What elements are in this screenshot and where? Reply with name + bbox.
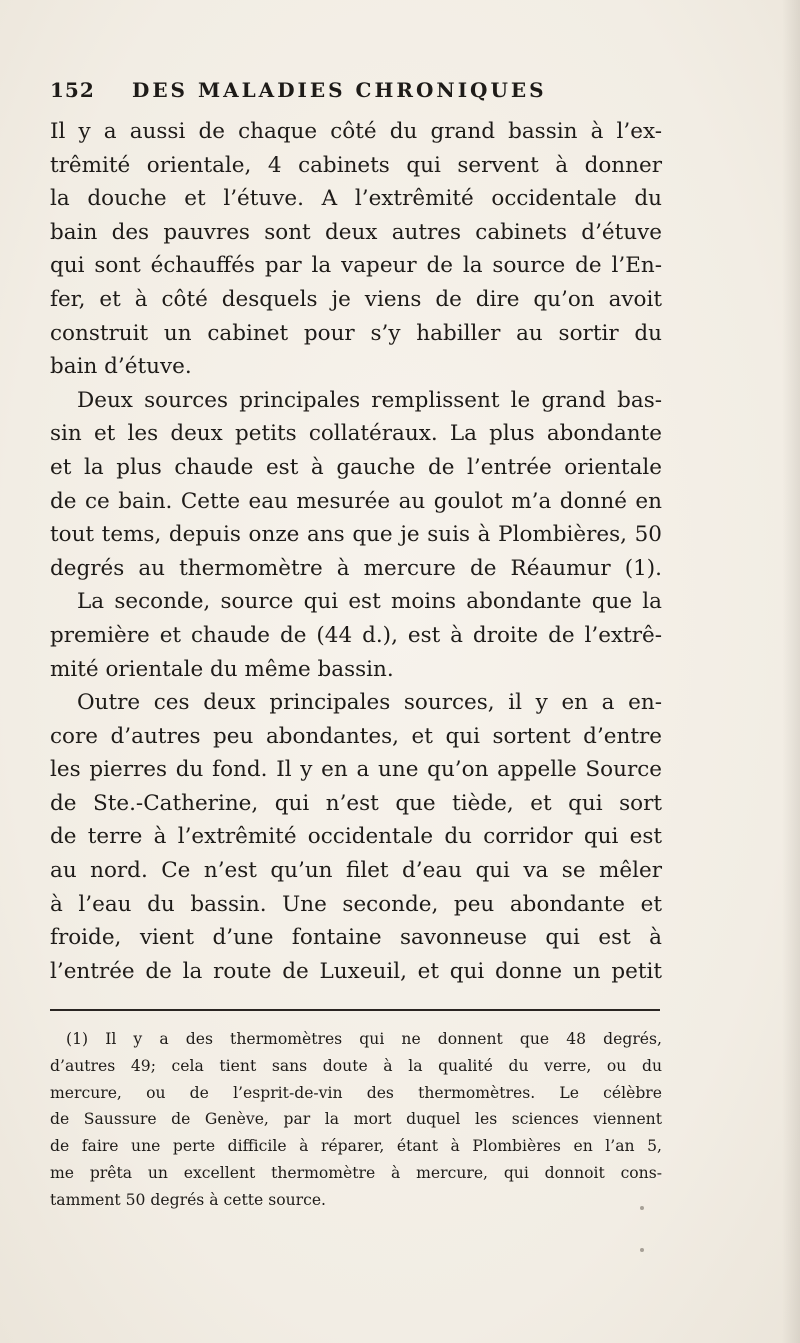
text-line: de Ste.-Catherine, qui n’est que tiède, et qui sort [50,790,662,816]
text-line: construit un cabinet pour s’y habiller au sortir du [50,320,662,346]
running-head [50,78,660,102]
ink-speck [640,1206,644,1210]
footnote-line: de faire une perte difficile à réparer, étant à Plombières en l’an 5, [50,1137,662,1156]
footnote-line: me prêta un excellent thermomètre à mercure, qui donnoit cons- [50,1163,662,1182]
text-line: et la plus chaude est à gauche de l’entrée orientale [50,454,662,480]
text-line: tout tems, depuis onze ans que je suis à Plombières, 50 [50,522,662,548]
main-text [50,115,662,988]
page-number: 152 [50,78,95,102]
text-line: Deux sources principales remplissent le grand bas- [77,387,662,413]
footnote-rule [50,1009,660,1011]
page-edge-shadow [782,0,800,1343]
footnote-line: tamment 50 degrés à cette source. [50,1190,327,1209]
text-line: core d’autres peu abondantes, et qui sortent d’entre [50,723,662,749]
text-line: de terre à l’extrêmité occidentale du corridor qui est [50,824,662,850]
text-line: bain des pauvres sont deux autres cabinets d’étuve [50,219,662,245]
ink-speck [640,1248,644,1252]
text-line: Outre ces deux principales sources, il y en a en- [77,690,662,716]
text-line: l’entrée de la route de Luxeuil, et qui donne un petit [50,958,662,984]
text-line: de ce bain. Cette eau mesurée au goulot m’a donné en [50,488,662,514]
text-line: au nord. Ce n’est qu’un filet d’eau qui va se mêler [50,858,662,884]
text-line: à l’eau du bassin. Une seconde, peu abondante et [50,891,662,917]
text-line: fer, et à côté desquels je viens de dire qu’on avoit [50,286,662,312]
text-line: les pierres du fond. Il y en a une qu’on appelle Source [50,757,662,783]
text-line: sin et les deux petits collatéraux. La plus abondante [50,421,662,447]
text-line: Il y a aussi de chaque côté du grand bassin à l’ex- [50,119,662,144]
text-line: la douche et l’étuve. A l’extrêmité occidentale du [50,186,662,212]
text-line: La seconde, source qui est moins abondante que la [77,589,662,615]
footnote-line: mercure, ou de l’esprit-de-vin des thermomètres. Le célèbre [50,1083,662,1102]
text-line: froide, vient d’une fontaine savonneuse qui est à [50,925,662,951]
text-line: première et chaude de (44 d.), est à droite de l’extrê- [50,622,662,648]
footnote-line: de Saussure de Genève, par la mort duquel les sciences viennent [50,1110,662,1129]
text-line: mité orientale du même bassin. [50,656,394,682]
text-line: qui sont échauffés par la vapeur de la source de l’En- [50,253,662,279]
text-line: degrés au thermomètre à mercure de Réaumur (1). [50,555,662,581]
text-line: trêmité orientale, 4 cabinets qui servent à donner [50,152,662,178]
footnotes [50,1026,662,1214]
footnote-line: d’autres 49; cela tient sans doute à la qualité du verre, ou du [50,1056,662,1075]
text-line: bain d’étuve. [50,354,192,380]
running-title: DES MALADIES CHRONIQUES [131,78,547,102]
footnote-line: (1) Il y a des thermomètres qui ne donnent que 48 degrés, [66,1030,662,1048]
